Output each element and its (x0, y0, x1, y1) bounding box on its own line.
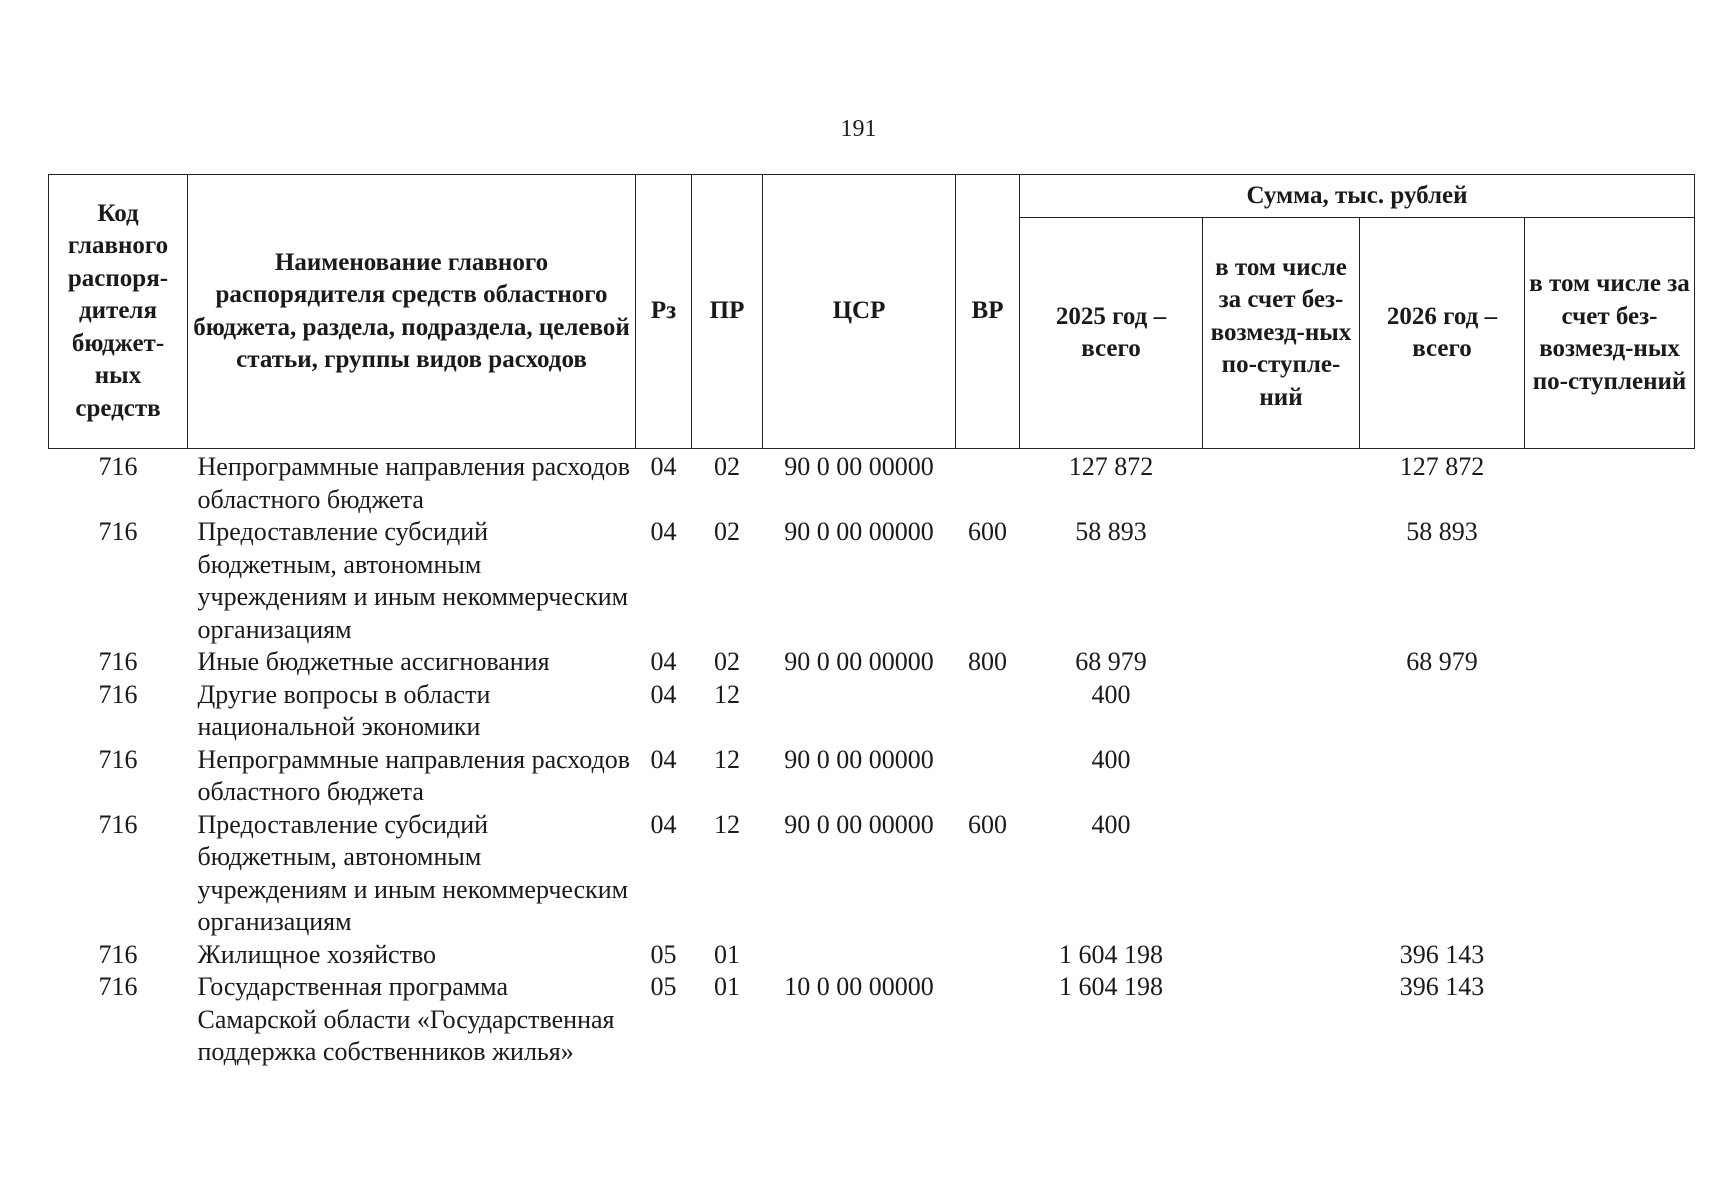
cell-incl-2026 (1525, 516, 1695, 646)
cell-rz: 05 (650, 939, 677, 969)
cell-csr: 90 0 00 00000 (784, 647, 934, 676)
cell-total-2026 (1360, 744, 1525, 809)
cell-name: Предоставление субсидий бюджетным, автономным учреждениям и иным некоммерческим организациям (197, 809, 629, 936)
cell-name: Непрограммные направления расходов областного бюджета (197, 744, 631, 806)
cell-total-2026: 396 143 (1399, 939, 1485, 969)
cell-total-2025: 68 979 (1075, 647, 1147, 676)
header-rz: Рз (636, 175, 692, 449)
table-row (49, 449, 1695, 517)
cell-csr: 90 0 00 00000 (784, 744, 934, 774)
header-incl-2026: в том числе за счет без-возмезд-ных по-ступлений (1525, 218, 1695, 449)
cell-incl-2026 (1525, 449, 1695, 517)
cell-name: Государственная программа Самарской области «Государственная поддержка собственников жилья» (197, 972, 615, 1066)
cell-incl-2025 (1203, 971, 1360, 1069)
cell-csr (763, 679, 956, 744)
cell-rz: 04 (650, 647, 677, 676)
header-pr: ПР (692, 175, 763, 449)
cell-code: 716 (98, 939, 138, 969)
cell-code: 716 (98, 679, 138, 709)
cell-name: Предоставление субсидий бюджетным, автономным учреждениям и иным некоммерческим организациям (197, 517, 629, 644)
cell-incl-2026 (1525, 646, 1695, 679)
cell-incl-2025 (1203, 646, 1360, 679)
cell-rz: 04 (650, 679, 677, 709)
cell-vr: 600 (968, 809, 1007, 839)
cell-code: 716 (98, 744, 138, 774)
cell-total-2025: 1 604 198 (1059, 972, 1163, 1001)
cell-total-2026: 127 872 (1399, 452, 1485, 481)
cell-total-2025: 400 (1091, 679, 1131, 709)
header-name: Наименование главного распорядителя средств областного бюджета, раздела, подраздела, целевой статьи, группы видов расходов (188, 175, 636, 449)
table-row (49, 744, 1695, 809)
cell-pr: 12 (714, 679, 740, 709)
cell-incl-2026 (1525, 679, 1695, 744)
cell-csr: 90 0 00 00000 (784, 517, 934, 546)
cell-name: Непрограммные направления расходов областного бюджета (197, 452, 631, 514)
cell-rz: 05 (650, 972, 677, 1001)
cell-incl-2026 (1525, 809, 1695, 939)
cell-total-2025: 58 893 (1075, 517, 1147, 546)
cell-total-2026 (1360, 679, 1525, 744)
table-row (49, 971, 1695, 1069)
cell-rz: 04 (650, 744, 677, 774)
table-header (49, 175, 1695, 449)
cell-incl-2025 (1203, 679, 1360, 744)
cell-pr: 01 (714, 972, 740, 1001)
cell-incl-2026 (1525, 744, 1695, 809)
cell-total-2026 (1360, 809, 1525, 939)
budget-table (48, 174, 1695, 1069)
cell-csr: 10 0 00 00000 (784, 972, 934, 1001)
header-total-2025: 2025 год – всего (1020, 218, 1203, 449)
cell-total-2025: 127 872 (1068, 452, 1154, 481)
cell-rz: 04 (650, 452, 677, 481)
header-code: Код главного распоря-дителя бюджет-ных средств (49, 175, 188, 449)
cell-total-2026: 58 893 (1406, 517, 1478, 546)
cell-pr: 12 (714, 744, 740, 774)
header-incl-2025: в том числе за счет без-возмезд-ных по-ступле-ний (1203, 218, 1360, 449)
cell-code: 716 (98, 972, 138, 1001)
cell-name: Иные бюджетные ассигнования (197, 647, 550, 676)
cell-total-2026: 68 979 (1406, 647, 1478, 676)
cell-incl-2025 (1203, 516, 1360, 646)
cell-incl-2025 (1203, 744, 1360, 809)
cell-vr (956, 939, 1020, 972)
table-row (49, 809, 1695, 939)
cell-incl-2025 (1203, 939, 1360, 972)
cell-vr: 800 (968, 647, 1007, 676)
cell-vr (956, 679, 1020, 744)
cell-incl-2026 (1525, 971, 1695, 1069)
cell-vr: 600 (968, 517, 1007, 546)
table-row (49, 646, 1695, 679)
cell-pr: 12 (714, 809, 740, 839)
header-csr: ЦСР (763, 175, 956, 449)
cell-pr: 02 (714, 647, 740, 676)
table-row (49, 516, 1695, 646)
cell-code: 716 (98, 452, 138, 481)
cell-total-2025: 400 (1091, 744, 1131, 774)
cell-incl-2025 (1203, 809, 1360, 939)
cell-csr (763, 939, 956, 972)
cell-pr: 02 (714, 517, 740, 546)
cell-csr: 90 0 00 00000 (784, 809, 934, 839)
cell-vr (956, 744, 1020, 809)
header-vr: ВР (956, 175, 1020, 449)
cell-csr: 90 0 00 00000 (784, 452, 934, 481)
cell-name: Жилищное хозяйство (197, 939, 437, 969)
cell-code: 716 (98, 809, 138, 839)
table-row (49, 679, 1695, 744)
table-body (49, 449, 1695, 1069)
header-total-2026: 2026 год – всего (1360, 218, 1525, 449)
cell-vr (956, 971, 1020, 1069)
cell-code: 716 (98, 517, 138, 546)
cell-incl-2025 (1203, 449, 1360, 517)
page-number: 191 (840, 116, 877, 142)
cell-pr: 02 (714, 452, 740, 481)
cell-total-2025: 400 (1091, 809, 1131, 839)
cell-pr: 01 (714, 939, 740, 969)
cell-name: Другие вопросы в области национальной экономики (197, 679, 491, 741)
cell-rz: 04 (650, 809, 677, 839)
header-sum: Сумма, тыс. рублей (1020, 175, 1695, 218)
cell-rz: 04 (650, 517, 677, 546)
cell-total-2026: 396 143 (1399, 972, 1485, 1001)
cell-total-2025: 1 604 198 (1059, 939, 1163, 969)
cell-code: 716 (98, 647, 138, 676)
cell-vr (956, 449, 1020, 517)
table-row (49, 939, 1695, 972)
cell-incl-2026 (1525, 939, 1695, 972)
